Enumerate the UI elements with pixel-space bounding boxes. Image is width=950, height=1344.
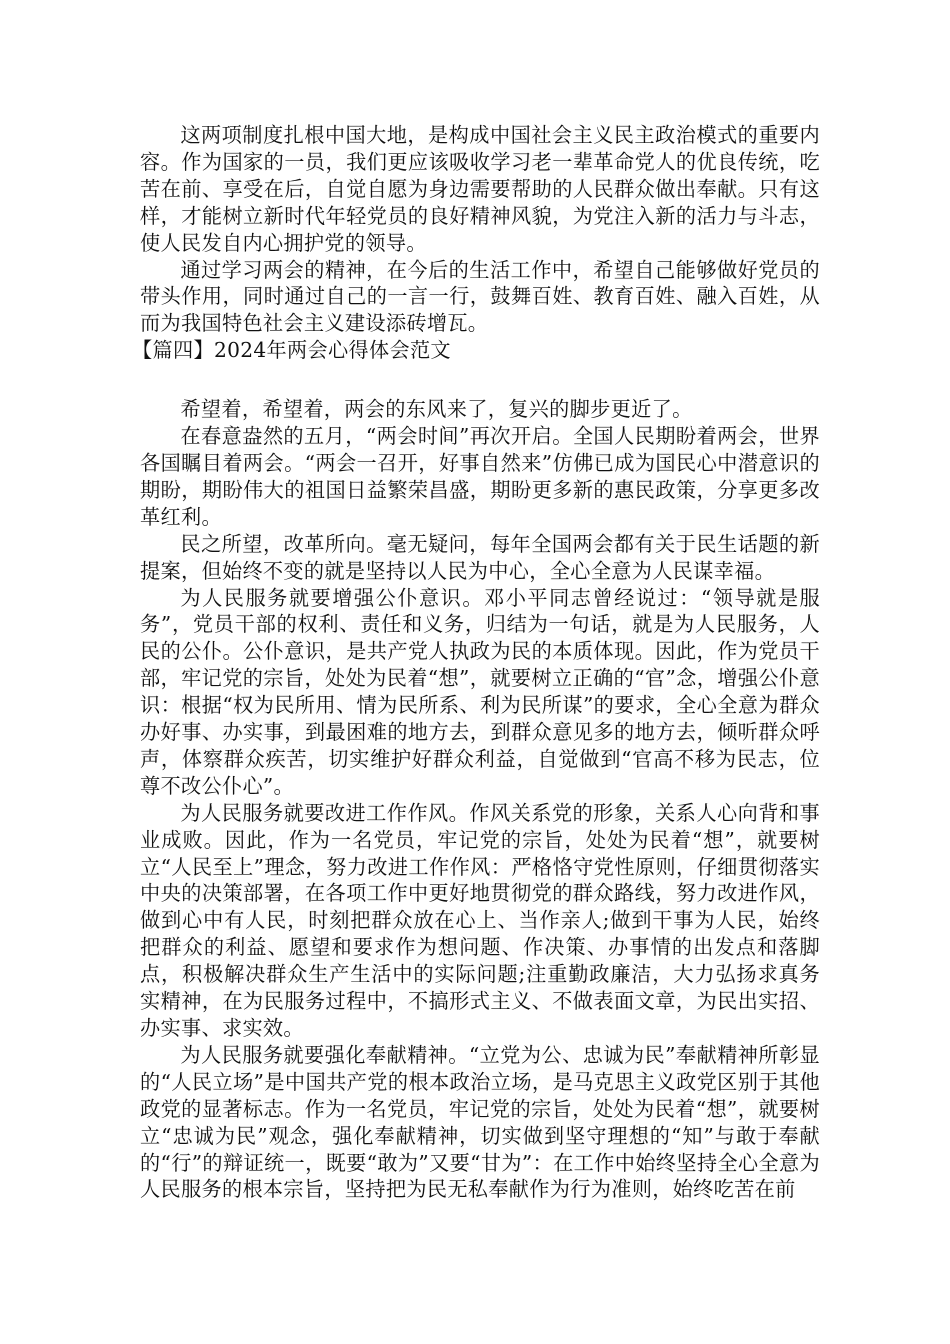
blank-line xyxy=(140,364,820,396)
document-page xyxy=(132,122,820,1203)
paragraph-institutions: 这两项制度扎根中国大地，是构成中国社会主义民主政治模式的重要内容。作为国家的一员，我们更应该吸收学习老一辈革命党人的优良传统，吃苦在前、享受在后，自觉自愿为身边需要帮助的人民群众做出奉献。只有这样，才能树立新时代年轻党员的良好精神风貌，为党注入新的活力与斗志，使人民发自内心拥护党的领导。 xyxy=(140,123,820,255)
paragraph-people-wish: 民之所望，改革所向。毫无疑问，每年全国两会都有关于民生话题的新提案，但始终不变的就是坚持以人民为中心，全心全意为人民谋幸福。 xyxy=(140,531,820,583)
paragraph-study-spirit: 通过学习两会的精神，在今后的生活工作中，希望自己能够做好党员的带头作用，同时通过自己的一言一行，鼓舞百姓、教育百姓、融入百姓，从而为我国特色社会主义建设添砖增瓦。 xyxy=(140,257,820,336)
paragraph-public-servant: 为人民服务就要增强公仆意识。邓小平同志曾经说过：“领导就是服务”，党员干部的权利、责任和义务，归结为一句话，就是为人民服务，人民的公仆。公仆意识，是共产党人执政为民的本质体现。因此，作为党员干部，牢记党的宗旨，处处为民着“想”，就要树立正确的“官”念，增强公仆意识：根据“权为民所用、情为民所系、利为民所谋”的要求，全心全意为群众办好事、办实事，到最困难的地方去，到群众意见多的地方去，倾听群众呼声，体察群众疾苦，切实维护好群众利益，自觉做到“官高不移为民志，位尊不改公仆心”。 xyxy=(140,585,820,798)
paragraph-dedication: 为人民服务就要强化奉献精神。“立党为公、忠诚为民”奉献精神所彰显的“人民立场”是中国共产党的根本政治立场，是马克思主义政党区别于其他政党的显著标志。作为一名党员，牢记党的宗旨，处处为民着“想”，就要树立“忠诚为民”观念，强化奉献精神，切实做到坚守理想的“知”与敢于奉献的“行”的辩证统一，既要“敢为”又要“甘为”：在工作中始终坚持全心全意为人民服务的根本宗旨，坚持把为民无私奉献作为行为准则，始终吃苦在前 xyxy=(140,1042,820,1202)
section-heading: 【篇四】2024年两会心得体会范文 xyxy=(132,338,451,363)
paragraph-hope: 希望着，希望着，两会的东风来了，复兴的脚步更近了。 xyxy=(180,397,693,422)
paragraph-work-style: 为人民服务就要改进工作作风。作风关系党的形象，关系人心向背和事业成败。因此，作为一名党员，牢记党的宗旨，处处为民着“想”，就要树立“人民至上”理念，努力改进工作作风：严格恪守党性原则，仔细贯彻落实中央的决策部署，在各项工作中更好地贯彻党的群众路线，努力改进作风，做到心中有人民，时刻把群众放在心上、当作亲人;做到干事为人民，始终把群众的利益、愿望和要求作为想问题、作决策、办事情的出发点和落脚点，积极解决群众生产生活中的实际问题;注重勤政廉洁，大力弘扬求真务实精神，在为民服务过程中，不搞形式主义、不做表面文章，为民出实招、办实事、求实效。 xyxy=(140,800,820,1040)
paragraph-spring: 在春意盎然的五月，“两会时间”再次开启。全国人民期盼着两会，世界各国瞩目着两会。“两会一召开，好事自然来”仿佛已成为国民心中潜意识的期盼，期盼伟大的祖国日益繁荣昌盛，期盼更多新的惠民政策，分享更多改革红利。 xyxy=(140,424,820,529)
